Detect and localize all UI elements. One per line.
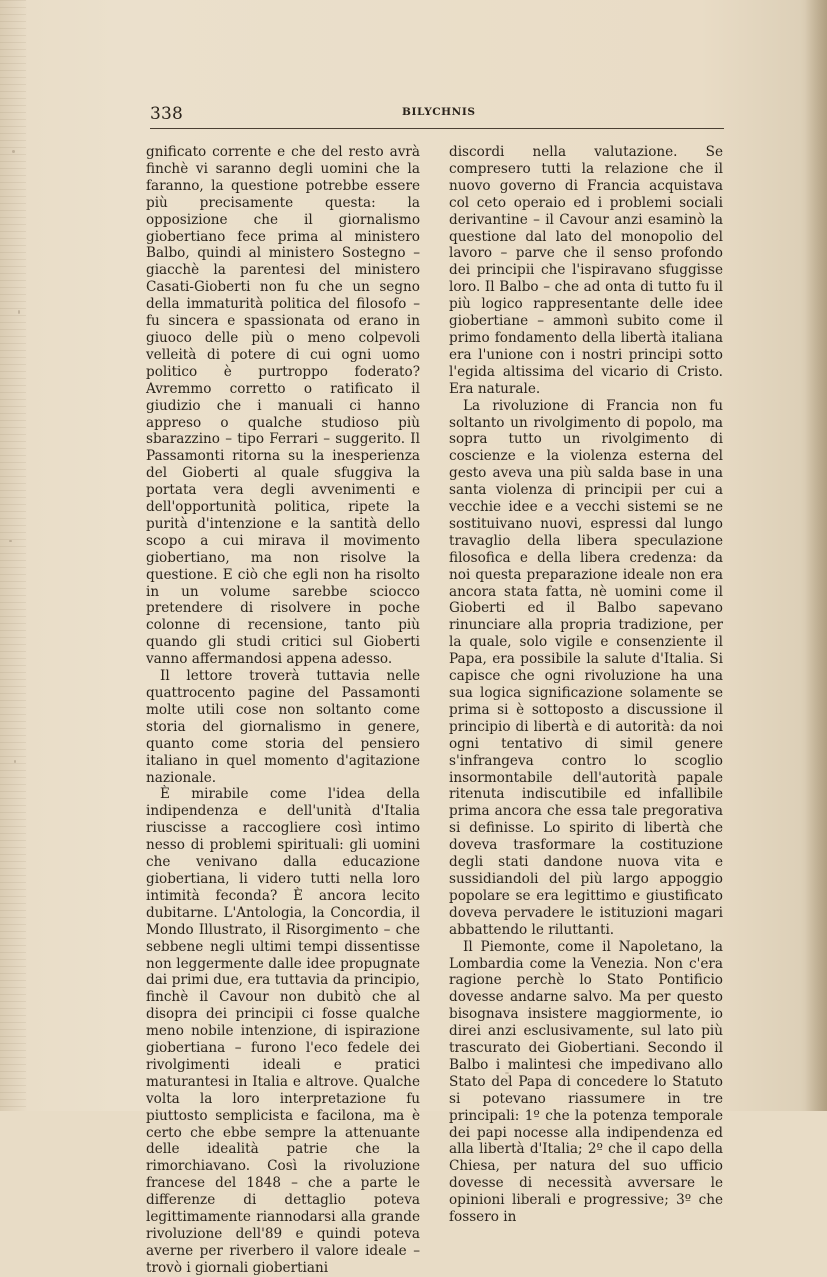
right-page-edge [805, 0, 827, 1111]
left-page-edge [0, 0, 26, 1111]
paper-speck [505, 1072, 509, 1074]
paragraph: gnificato corrente e che del resto avrà finchè vi saranno degli uomini che la faranno, la questione potrebbe essere più precisamente questa: la opposizione che il giornalismo giobertiano fece prima al ministero Balbo, quindi al ministero Sostegno – giacchè la parentesi del ministero Casati-Gioberti non fu che un segno della immaturità politica del filosofo – fu sincera e spassionata od erano in giuoco delle più o meno colpevoli velleità di potere di cui ogni uomo politico è purtroppo foderato? Avremmo corretto o ratificato il giudizio che i manuali ci hanno appreso o qualche studioso più sbarazzino – tipo Ferrari – suggerito. Il Passamonti ritorna su la inesperienza del Gioberti al quale sfuggiva la portata vera degli avvenimenti e dell'opportunità politica, ripete la purità d'intenzione e la santità dello scopo a cui mirava il movimento giobertiano, ma non risolve la questione. E ciò che egli non ha risolto in un volume sarebbe sciocco pretendere di risolvere in poche colonne di recensione, tanto più quando gli studi critici sul Gioberti vanno affermandosi appena adesso. [146, 144, 420, 668]
running-head: BILYCHNIS [402, 106, 476, 118]
page-header [150, 104, 724, 130]
left-column [146, 144, 420, 1276]
paragraph: Il lettore troverà tuttavia nelle quattrocento pagine del Passamonti molte utili cose non soltanto come storia del giornalismo in genere, quanto come storia del pensiero italiano in quel momento d'agitazione nazionale. [146, 668, 420, 786]
header-rule [150, 128, 724, 129]
paragraph: È mirabile come l'idea della indipendenza e dell'unità d'Italia riuscisse a raccogliere così intimo nesso di problemi spirituali: gli uomini che venivano dalla educazione giobertiana, li videro tutti nella loro intimità feconda? È ancora lecito dubitarne. L'Antologia, la Concordia, il Mondo Illustrato, il Risorgimento – che sebbene negli ultimi tempi dissentisse non leggermente dalle idee propugnate dai primi due, era tuttavia da principio, finchè il Cavour non dubitò che al disopra dei principii ci fosse qualche meno nobile intenzione, di ispirazione giobertiana – furono l'eco fedele dei rivolgimenti ideali e pratici maturantesi in Italia e altrove. Qualche volta la loro interpretazione fu piuttosto semplicista e facilona, ma è certo che ebbe sempre la attenuante delle idealità patrie che la rimorchiavano. Così la rivoluzione francese del 1848 – che a parte le differenze di dettaglio poteva legittimamente riannodarsi alla grande rivoluzione dell'89 e quindi poteva averne per riverbero il valore ideale – trovò i giornali giobertiani [146, 786, 420, 1276]
paper-speck [9, 540, 12, 542]
paragraph: La rivoluzione di Francia non fu soltanto un rivolgimento di popolo, ma sopra tutto un rivolgimento di coscienze e la violenza esterna del gesto aveva una più salda base in una santa violenza di principii per cui a vecchie idee e a vecchi sistemi se ne sostituivano nuovi, espressi dal lungo travaglio della libera speculazione filosofica e della libera credenza: da noi questa preparazione ideale non era ancora stata fatta, nè uomini come il Gioberti ed il Balbo sapevano rinunciare alla propria tradizione, per la quale, solo vigile e consenziente il Papa, era possibile la salute d'Italia. Si capisce che ogni rivoluzione ha una sua logica significazione solamente se prima si è sottoposto a discussione il principio di libertà e di autorità: da noi ogni tentativo di simil genere s'infrangeva contro lo scoglio insormontabile dell'autorità papale ritenuta indiscutibile ed infallibile prima ancora che essa tale pregorativa si definisse. Lo spirito di libertà che doveva trasformare la costituzione degli stati dandone nuova vita e sussidiandoli del più largo appoggio popolare se era legittimo e giustificato doveva pervadere le istituzioni magari abbattendo le riluttanti. [449, 397, 723, 938]
right-column [449, 144, 723, 1226]
paper-speck [12, 150, 15, 153]
paragraph: Il Piemonte, come il Napoletano, la Lombardia come la Venezia. Non c'era ragione perchè lo Stato Pontificio dovesse andarne salvo. Ma per questo bisognava insistere maggiormente, io direi anzi esclusivamente, sul lato più trascurato dei Giobertiani. Secondo il Balbo i malintesi che impedivano allo Stato del Papa di concedere lo Statuto si potevano riassumere in tre principali: 1º che la potenza temporale dei papi nocesse alla indipendenza ed alla libertà d'Italia; 2º che il capo della Chiesa, per natura del suo ufficio dovesse di necessità avversare le opinioni liberali e progressive; 3º che fossero in [449, 938, 723, 1226]
paragraph: discordi nella valutazione. Se compresero tutti la relazione che il nuovo governo di Francia acquistava col ceto operaio ed i problemi sociali derivantine – il Cavour anzi esaminò la questione dal lato del monopolio del lavoro – parve che il senso profondo dei principii che l'ispiravano sfuggisse loro. Il Balbo – che ad onta di tutto fu il più logico rappresentante delle idee giobertiane – ammonì subito come il primo fondamento della libertà italiana era l'unione con i nostri principi sotto l'egida altissima del vicario di Cristo. Era naturale. [449, 144, 723, 397]
paper-speck [18, 310, 20, 314]
paper-speck [14, 760, 16, 763]
page-number: 338 [150, 104, 184, 124]
